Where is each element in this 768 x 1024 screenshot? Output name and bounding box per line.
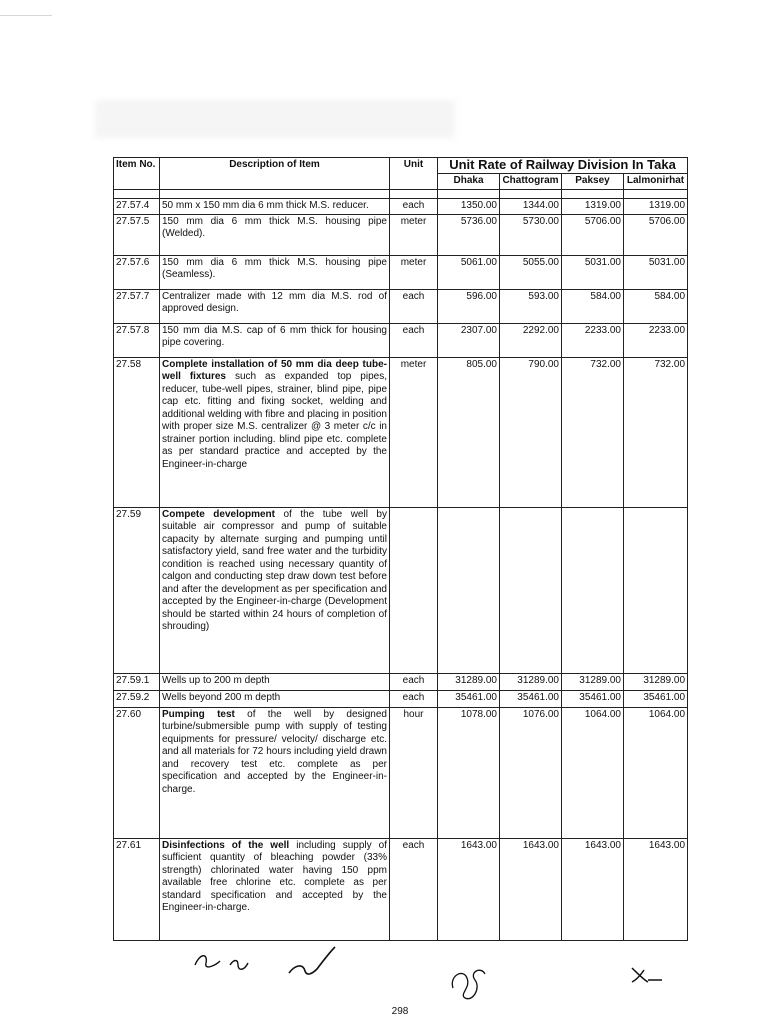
rate-paksey-cell: 1643.00 (562, 838, 624, 940)
rate-chattogram-cell: 1344.00 (500, 199, 562, 215)
rate-chattogram-cell: 593.00 (500, 289, 562, 323)
rate-chattogram-cell: 31289.00 (500, 673, 562, 690)
rate-lalmonirhat-cell: 35461.00 (624, 690, 688, 707)
header-division-dhaka: Dhaka (438, 174, 500, 190)
description-text: such as expanded top pipes, reducer, tube-well pipes, strainer, blind pipe, pipe cap etc. fitting and fixing socket, welding and additional welding with fibre and placing in position with proper size M.S. centralizer @ 3 meter c/c in strainer portion including. blind pipe etc. complete as per standard practice and accepted by the Engineer-in-charge (162, 371, 387, 470)
header-unit: Unit (390, 158, 438, 190)
rate-lalmonirhat-cell: 5706.00 (624, 214, 688, 255)
table-row (114, 690, 688, 707)
rate-paksey-cell: 584.00 (562, 289, 624, 323)
description-text: 150 mm dia 6 mm thick M.S. housing pipe (Welded). (162, 215, 387, 239)
description-cell (160, 838, 390, 940)
item-no-cell: 27.60 (114, 707, 160, 838)
rate-dhaka-cell: 1643.00 (438, 838, 500, 940)
rate-lalmonirhat-cell: 2233.00 (624, 323, 688, 357)
description-text: 150 mm dia M.S. cap of 6 mm thick for housing pipe covering. (162, 324, 387, 348)
item-no-cell: 27.57.5 (114, 214, 160, 255)
header-division-paksey: Paksey (562, 174, 624, 190)
unit-cell: each (390, 323, 438, 357)
signature-4 (628, 962, 668, 992)
rate-lalmonirhat-cell: 1643.00 (624, 838, 688, 940)
description-text: of the well by designed turbine/submersible pump with supply of testing equipments for pressure/ velocity/ discharge etc. and all materials for 72 hours including yield drawn and recovery test etc. complete as per specification and accepted by the Engineer-in-charge. (162, 708, 387, 795)
unit-cell: each (390, 199, 438, 215)
table-row (114, 507, 688, 673)
rate-lalmonirhat-cell: 1319.00 (624, 199, 688, 215)
rate-lalmonirhat-cell: 31289.00 (624, 673, 688, 690)
description-cell (160, 199, 390, 215)
table-row (114, 199, 688, 215)
unit-cell (390, 507, 438, 673)
rate-dhaka-cell: 5736.00 (438, 214, 500, 255)
description-bold: Compete development (162, 508, 275, 520)
rate-dhaka-cell (438, 507, 500, 673)
description-cell (160, 707, 390, 838)
table-row (114, 323, 688, 357)
rate-dhaka-cell: 5061.00 (438, 255, 500, 289)
item-no-cell: 27.57.8 (114, 323, 160, 357)
unit-cell: each (390, 838, 438, 940)
rate-lalmonirhat-cell: 732.00 (624, 357, 688, 507)
rate-paksey-cell: 732.00 (562, 357, 624, 507)
rate-lalmonirhat-cell: 1064.00 (624, 707, 688, 838)
unit-cell: hour (390, 707, 438, 838)
description-bold: Complete installation of 50 mm dia deep tube-well fixtures (162, 358, 387, 382)
description-text: Centralizer made with 12 mm dia M.S. rod of approved design. (162, 290, 387, 314)
rate-chattogram-cell: 2292.00 (500, 323, 562, 357)
rate-chattogram-cell: 1076.00 (500, 707, 562, 838)
header-row (114, 158, 688, 174)
rate-chattogram-cell: 35461.00 (500, 690, 562, 707)
unit-cell: each (390, 690, 438, 707)
scan-mark (0, 15, 52, 16)
rate-paksey-cell: 1064.00 (562, 707, 624, 838)
rate-paksey-cell: 2233.00 (562, 323, 624, 357)
description-bold: Pumping test (162, 708, 235, 720)
signature-2 (285, 945, 345, 985)
unit-cell: meter (390, 255, 438, 289)
description-cell (160, 289, 390, 323)
description-cell (160, 673, 390, 690)
header-item-no: Item No. (114, 158, 160, 190)
unit-cell: each (390, 673, 438, 690)
description-cell (160, 507, 390, 673)
item-no-cell: 27.57.4 (114, 199, 160, 215)
description-cell (160, 214, 390, 255)
description-text: Wells up to 200 m depth (162, 674, 270, 686)
description-cell (160, 255, 390, 289)
description-bold: Disinfections of the well (162, 839, 290, 851)
unit-cell: meter (390, 357, 438, 507)
rate-lalmonirhat-cell (624, 507, 688, 673)
rate-chattogram-cell: 1643.00 (500, 838, 562, 940)
item-no-cell: 27.57.7 (114, 289, 160, 323)
header-division-chattogram: Chattogram (500, 174, 562, 190)
table-row (114, 707, 688, 838)
signature-3 (445, 958, 495, 1008)
table-row (114, 357, 688, 507)
rate-schedule-table (113, 157, 688, 941)
item-no-cell: 27.57.6 (114, 255, 160, 289)
rate-dhaka-cell: 1078.00 (438, 707, 500, 838)
rate-dhaka-cell: 596.00 (438, 289, 500, 323)
rate-dhaka-cell: 1350.00 (438, 199, 500, 215)
description-text: of the tube well by suitable air compressor and pump of suitable capacity by alternate surging and pumping until satisfactory yield, sand free water and the turbidity condition is reached using necessary quantity of calgon and conducting step draw down test before and after the development as per specification and accepted by the Engineer-in-charge (Development should be started within 24 hours of completion of shrouding) (162, 508, 387, 632)
header-division-lalmonirhat: Lalmonirhat (624, 174, 688, 190)
rate-chattogram-cell (500, 507, 562, 673)
unit-cell: each (390, 289, 438, 323)
page-number: 298 (391, 1006, 409, 1017)
rate-paksey-cell: 31289.00 (562, 673, 624, 690)
table-row (114, 673, 688, 690)
rate-dhaka-cell: 31289.00 (438, 673, 500, 690)
rate-paksey-cell: 5031.00 (562, 255, 624, 289)
description-cell (160, 690, 390, 707)
table-row (114, 289, 688, 323)
rate-dhaka-cell: 2307.00 (438, 323, 500, 357)
spacer-row (114, 190, 688, 199)
rate-paksey-cell (562, 507, 624, 673)
description-text: 150 mm dia 6 mm thick M.S. housing pipe (Seamless). (162, 256, 387, 280)
item-no-cell: 27.58 (114, 357, 160, 507)
signature-1 (190, 935, 260, 980)
rate-chattogram-cell: 790.00 (500, 357, 562, 507)
rate-chattogram-cell: 5730.00 (500, 214, 562, 255)
header-rate-title: Unit Rate of Railway Division In Taka (438, 158, 688, 174)
unit-cell: meter (390, 214, 438, 255)
rate-dhaka-cell: 35461.00 (438, 690, 500, 707)
description-text: Wells beyond 200 m depth (162, 691, 281, 703)
item-no-cell: 27.59.1 (114, 673, 160, 690)
bleed-through-shadow (95, 100, 455, 138)
description-text: 50 mm x 150 mm dia 6 mm thick M.S. reducer. (162, 200, 369, 211)
item-no-cell: 27.59.2 (114, 690, 160, 707)
rate-paksey-cell: 1319.00 (562, 199, 624, 215)
table-row (114, 255, 688, 289)
table-row (114, 214, 688, 255)
item-no-cell: 27.59 (114, 507, 160, 673)
rate-dhaka-cell: 805.00 (438, 357, 500, 507)
rate-lalmonirhat-cell: 584.00 (624, 289, 688, 323)
description-text: including supply of sufficient quantity of bleaching powder (33% strength) chlorinated water having 150 ppm available free chlorine etc. complete as per standard specification and accepted by the Engineer-in-charge. (162, 839, 387, 913)
rate-chattogram-cell: 5055.00 (500, 255, 562, 289)
item-no-cell: 27.61 (114, 838, 160, 940)
description-cell (160, 323, 390, 357)
rate-lalmonirhat-cell: 5031.00 (624, 255, 688, 289)
rate-paksey-cell: 5706.00 (562, 214, 624, 255)
description-cell (160, 357, 390, 507)
table-row (114, 838, 688, 940)
header-description: Description of Item (160, 158, 390, 190)
rate-paksey-cell: 35461.00 (562, 690, 624, 707)
